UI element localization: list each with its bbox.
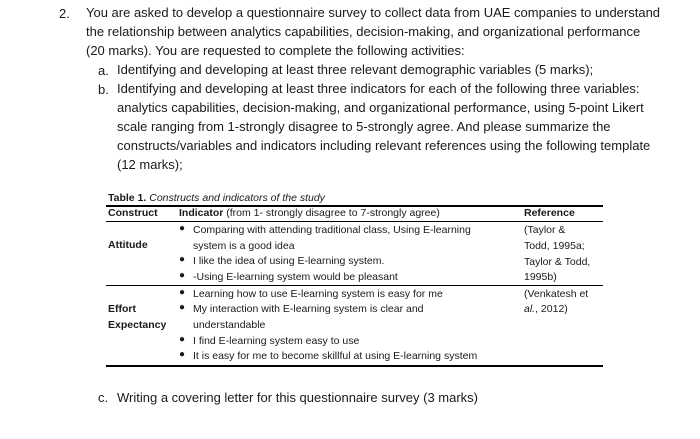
indicator-text: I like the idea of using E-learning system.: [193, 255, 385, 267]
bullet-icon: ●: [179, 270, 186, 281]
indicator-text: understandable: [193, 319, 266, 331]
activity-b-line-4: constructs/variables and indicators including relevant references using the following template: [117, 138, 651, 153]
indicator-text: Comparing with attending traditional class, Using E-learning: [193, 224, 471, 236]
header-indicator-scale: (from 1- strongly disagree to 7-strongly agree): [226, 207, 440, 219]
reference-rest: , 2012): [535, 303, 568, 315]
reference-text: Todd, 1995a;: [524, 240, 585, 252]
activity-c-text: Writing a covering letter for this questionnaire survey (3 marks): [117, 390, 479, 405]
indicator-text: I find E-learning system easy to use: [193, 335, 360, 347]
activity-a-text: Identifying and developing at least three relevant demographic variables (5 marks);: [117, 62, 594, 77]
activity-b-line-2: analytics capabilities, decision-making, and organizational performance, using 5-point Likert: [117, 100, 644, 115]
table-bottom-rule: [106, 365, 603, 367]
activity-b-line-1: Identifying and developing at least three indicators for each of the following three variables:: [117, 81, 640, 96]
activity-b-line-5: (12 marks);: [117, 157, 183, 172]
reference-text: Taylor & Todd,: [524, 256, 591, 268]
header-indicator-bold: Indicator: [179, 207, 224, 219]
bullet-icon: ●: [179, 254, 186, 265]
question-line-1: You are asked to develop a questionnaire survey to collect data from UAE companies to understand: [86, 5, 661, 20]
header-construct: Construct: [108, 207, 158, 219]
indicator-text: -Using E-learning system would be pleasant: [193, 271, 398, 283]
activity-b-marker: b.: [98, 82, 109, 97]
indicator-text: Learning how to use E-learning system is easy for me: [193, 288, 443, 300]
header-reference: Reference: [524, 207, 575, 219]
indicator-text: It is easy for me to become skillful at using E-learning system: [193, 350, 478, 362]
reference-text: 1995b): [524, 271, 557, 283]
activity-a-marker: a.: [98, 63, 109, 78]
construct-effort-line-2: Expectancy: [108, 319, 167, 331]
reference-text: [524, 301, 568, 317]
question-number: 2.: [59, 6, 70, 21]
indicator-text: My interaction with E-learning system is clear and: [193, 303, 424, 315]
table-caption-text: Constructs and indicators of the study: [149, 192, 325, 204]
reference-italic: al.: [524, 303, 536, 315]
activity-c-marker: c.: [98, 390, 109, 405]
construct-attitude: Attitude: [108, 239, 148, 251]
bullet-icon: ●: [179, 302, 186, 313]
reference-text: (Taylor &: [524, 224, 566, 236]
bullet-icon: ●: [179, 287, 186, 298]
bullet-icon: ●: [179, 223, 186, 234]
activity-b-line-3: scale ranging from 1-strongly disagree to 5-strongly agree. And please summarize the: [117, 119, 611, 134]
reference-text: (Venkatesh et: [524, 288, 589, 300]
question-line-3: (20 marks). You are requested to complete the following activities:: [86, 43, 465, 58]
indicator-text: system is a good idea: [193, 240, 295, 252]
table-caption: [108, 192, 325, 204]
header-indicator: [179, 207, 440, 219]
construct-effort-line-1: Effort: [108, 303, 136, 315]
table-caption-label: Table 1.: [108, 192, 147, 204]
bullet-icon: ●: [179, 349, 186, 360]
question-line-2: the relationship between analytics capabilities, decision-making, and organizational performance: [86, 24, 641, 39]
bullet-icon: ●: [179, 334, 186, 345]
